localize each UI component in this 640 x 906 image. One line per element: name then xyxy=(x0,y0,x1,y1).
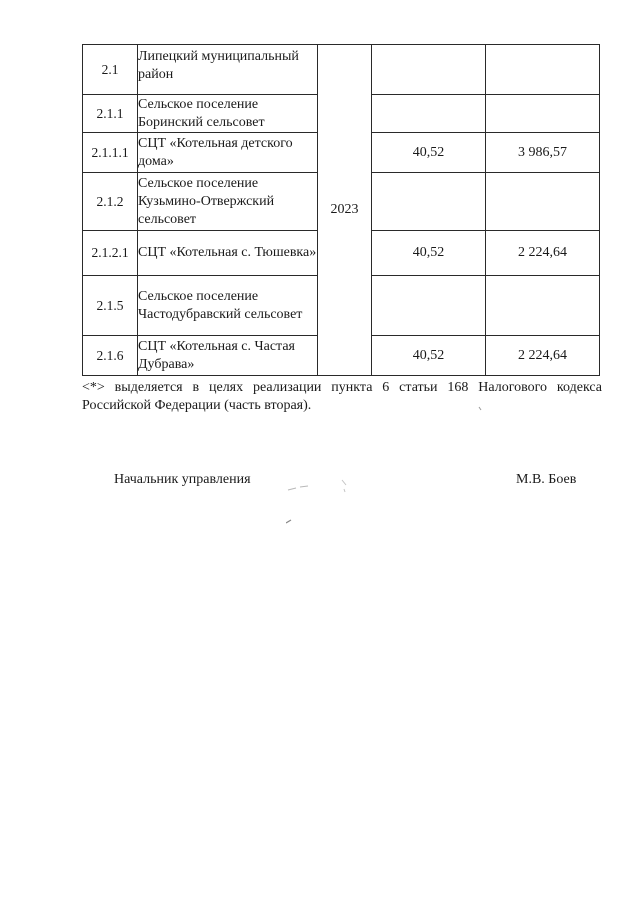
row-number: 2.1.5 xyxy=(83,276,138,336)
row-name: СЦТ «Котельная с. Тюшевка» xyxy=(138,231,318,276)
row-name: СЦТ «Котельная детского дома» xyxy=(138,133,318,173)
row-name: Сельское поселение Кузьмино-Отвержский сельсовет xyxy=(138,173,318,231)
table-row xyxy=(83,45,600,95)
row-value-1 xyxy=(372,45,486,95)
footnote-text: <*> выделяется в целях реализации пункта 6 статьи 168 Налогового кодекса Российской Федерации (часть вторая). xyxy=(82,380,602,413)
row-value-2 xyxy=(486,173,600,231)
row-number: 2.1.2.1 xyxy=(83,231,138,276)
row-value-2 xyxy=(486,45,600,95)
row-number: 2.1 xyxy=(83,45,138,95)
row-number: 2.1.1.1 xyxy=(83,133,138,173)
row-value-1 xyxy=(372,173,486,231)
row-number: 2.1.1 xyxy=(83,95,138,133)
row-value-2 xyxy=(486,276,600,336)
row-value-1: 40,52 xyxy=(372,231,486,276)
row-name: Сельское поселение Боринский сельсовет xyxy=(138,95,318,133)
row-value-2 xyxy=(486,95,600,133)
row-value-2: 2 224,64 xyxy=(486,336,600,376)
row-value-2: 2 224,64 xyxy=(486,231,600,276)
row-number: 2.1.6 xyxy=(83,336,138,376)
row-name: Липецкий муниципальный район xyxy=(138,45,318,95)
row-name: Сельское поселение Частодубравский сельсовет xyxy=(138,276,318,336)
row-value-1: 40,52 xyxy=(372,133,486,173)
signatory-title: Начальник управления xyxy=(114,472,251,487)
row-value-2: 3 986,57 xyxy=(486,133,600,173)
row-number: 2.1.2 xyxy=(83,173,138,231)
year-cell: 2023 xyxy=(318,45,372,376)
signatory-name: М.В. Боев xyxy=(516,472,577,487)
row-value-1 xyxy=(372,95,486,133)
scan-speck-marks xyxy=(286,476,356,526)
row-value-1: 40,52 xyxy=(372,336,486,376)
scan-speck-dot xyxy=(478,406,484,412)
row-name: СЦТ «Котельная с. Частая Дубрава» xyxy=(138,336,318,376)
tariff-table xyxy=(82,44,600,376)
row-value-1 xyxy=(372,276,486,336)
